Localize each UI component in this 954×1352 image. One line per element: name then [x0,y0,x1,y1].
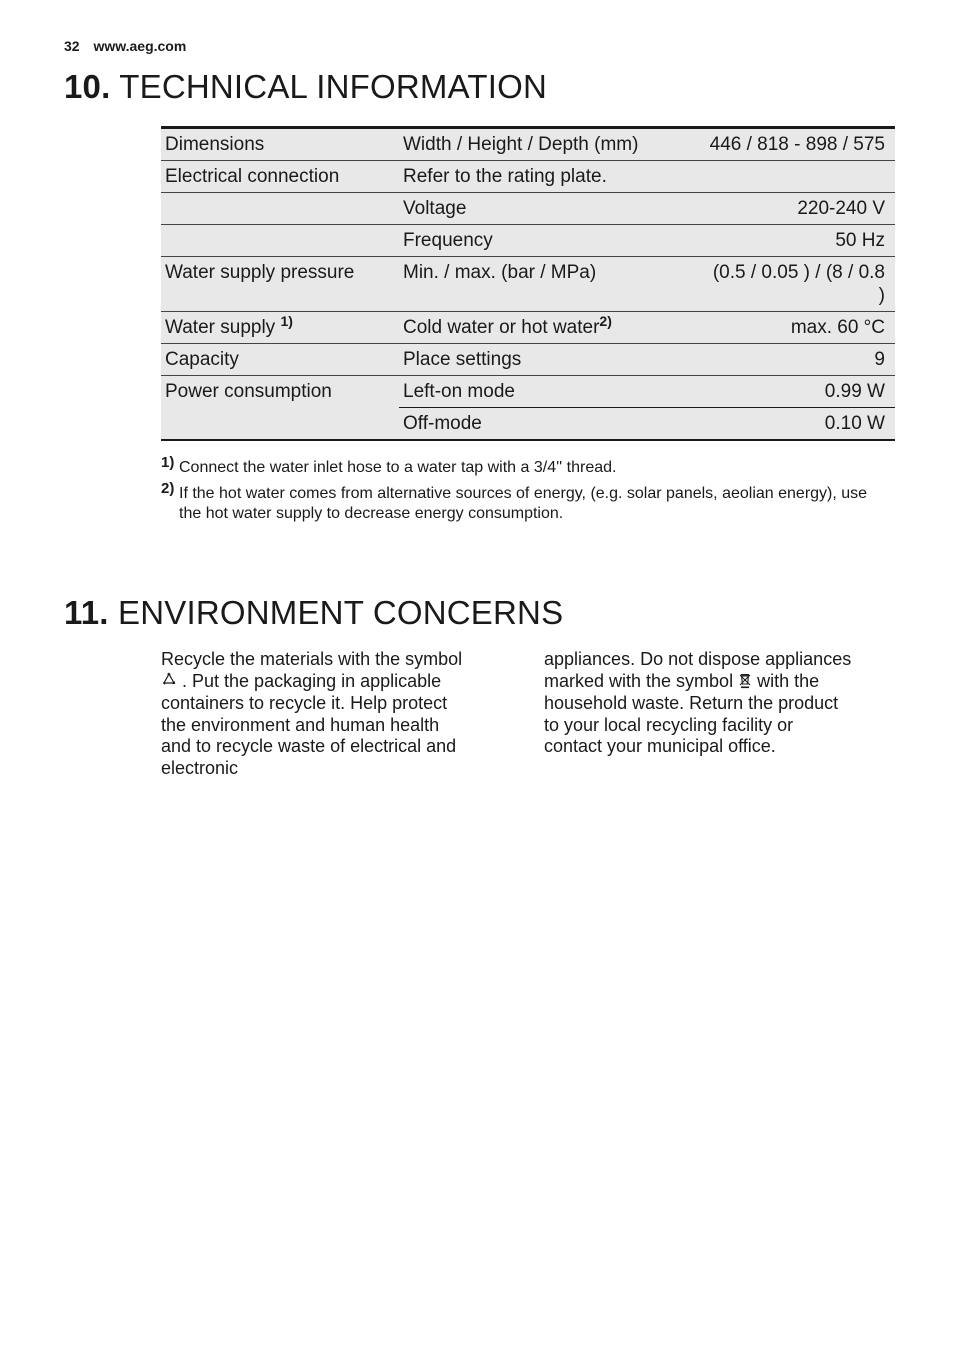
footnote [161,454,881,478]
row-value: 0.10 W [703,408,895,441]
paragraph-text: appliances. Do not dispose appliances marked with the symbol [544,649,852,691]
row-value: 50 Hz [703,225,895,257]
crossed-bin-icon [738,672,752,694]
row-label: Water supply pressure [161,257,399,312]
row-label-text: Water supply [165,317,276,338]
section-number: 10. [64,68,111,105]
row-label: Electrical connection [161,161,399,193]
footnote [161,480,881,524]
footnote-text: If the hot water comes from alternative sources of energy, (e.g. solar panels, aeolian energy), use the hot water supply to decrease energy consumption. [179,485,868,522]
footnote-ref: 1) [280,313,293,329]
row-parameter: Refer to the rating plate. [399,161,703,193]
section-11-heading [64,594,563,632]
paragraph-text: with the household waste. Return the product to your local recycling facility or contact your municipal office. [544,670,839,756]
footnotes [161,454,881,530]
row-value: 446 / 818 - 898 / 575 [703,128,895,161]
row-parameter [399,312,703,344]
website-url: www.aeg.com [93,38,187,54]
row-value: 220-240 V [703,193,895,225]
row-parameter-text: Cold water or hot water [403,317,600,338]
section-number: 11. [64,594,109,631]
table-row [161,128,895,161]
row-value: 9 [703,344,895,376]
recycle-icon [161,672,177,694]
footnote-text: Connect the water inlet hose to a water tap with a 3/4'' thread. [179,459,617,476]
row-value: 0.99 W [703,376,895,408]
environment-text-column-2 [544,649,854,758]
row-label [161,193,399,225]
paragraph-text: Recycle the materials with the symbol [161,649,463,669]
table-row [161,161,895,193]
section-title: ENVIRONMENT CONCERNS [118,594,564,631]
row-parameter: Off-mode [399,408,703,441]
row-label: Power consumption [161,376,399,441]
footnote-ref: 2) [599,313,612,329]
row-label [161,225,399,257]
table-row [161,225,895,257]
row-label: Dimensions [161,128,399,161]
paragraph-text: . Put the packaging in applicable containers to recycle it. Help protect the environment and human health and to recycle waste of electrical and electronic [161,670,457,778]
row-parameter: Frequency [399,225,703,257]
row-value: max. 60 °C [703,312,895,344]
table-row [161,344,895,376]
section-title: TECHNICAL INFORMATION [119,68,547,105]
page-header [64,38,186,54]
table-row [161,257,895,312]
table-row [161,193,895,225]
footnote-mark: 2) [161,480,175,497]
row-parameter: Place settings [399,344,703,376]
row-parameter: Left-on mode [399,376,703,408]
table-row [161,312,895,344]
row-label: Capacity [161,344,399,376]
row-parameter: Width / Height / Depth (mm) [399,128,703,161]
page-number: 32 [64,38,80,54]
row-value [703,161,895,193]
technical-information-table [161,126,895,441]
row-parameter: Voltage [399,193,703,225]
table-row [161,376,895,408]
environment-text-column-1 [161,649,471,779]
row-label [161,312,399,344]
footnote-mark: 1) [161,454,175,471]
row-parameter: Min. / max. (bar / MPa) [399,257,703,312]
row-value: (0.5 / 0.05 ) / (8 / 0.8 ) [703,257,895,312]
section-10-heading [64,68,547,106]
